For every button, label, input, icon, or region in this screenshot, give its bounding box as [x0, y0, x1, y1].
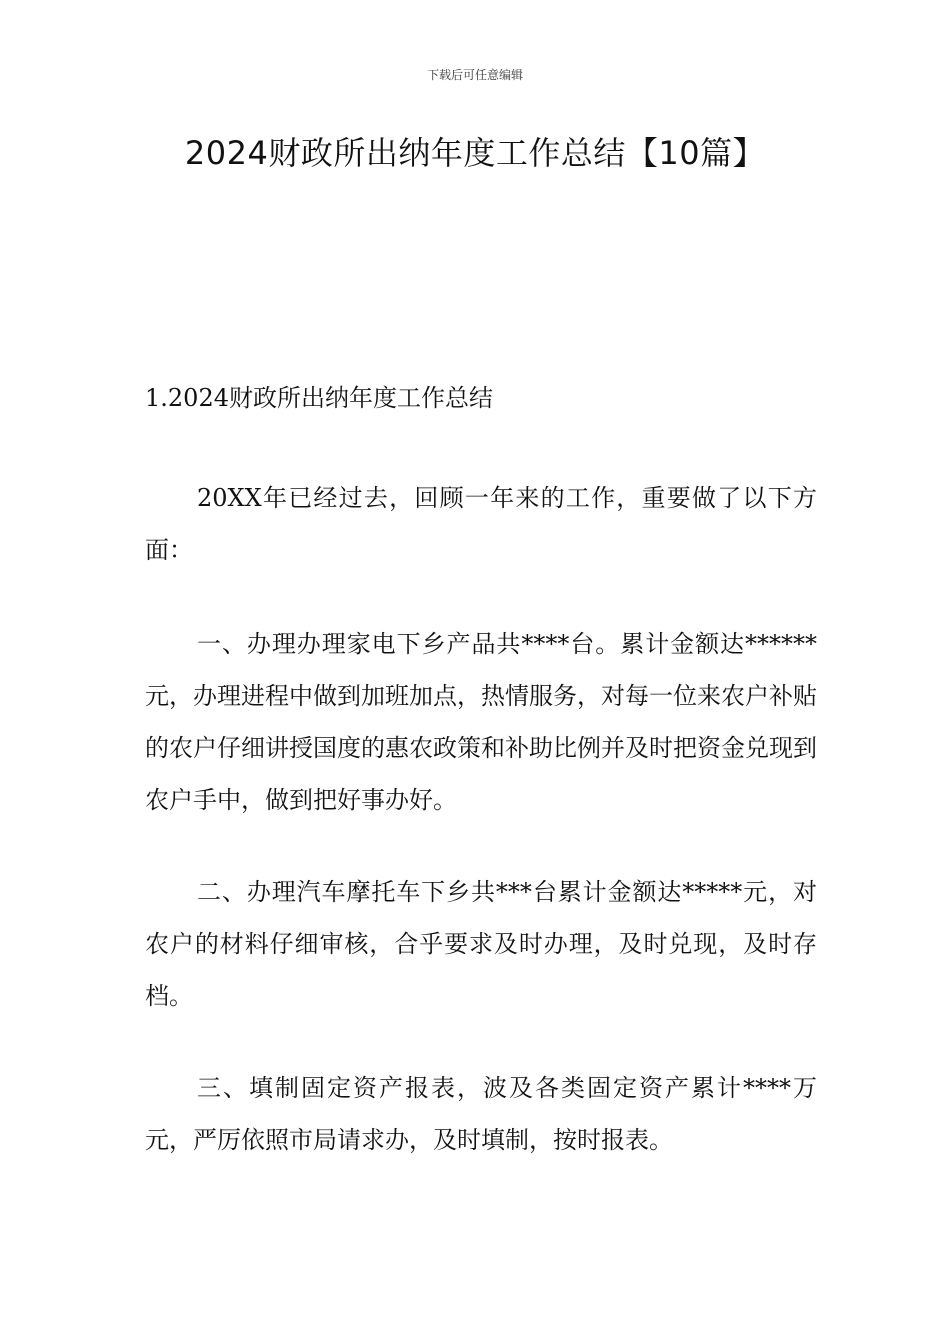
header-note: 下载后可任意编辑: [426, 68, 523, 82]
document-title: 2024财政所出纳年度工作总结【10篇】: [184, 134, 766, 172]
paragraph-item-3: 三、填制固定资产报表，波及各类固定资产累计****万元，严厉依照市局请求办，及时填制，按时报表。: [145, 1074, 817, 1154]
paragraph-intro: 20XX年已经过去，回顾一年来的工作，重要做了以下方面：: [145, 484, 817, 564]
section-heading: 1.2024财政所出纳年度工作总结: [145, 384, 493, 412]
paragraph-item-1: 一、办理办理家电下乡产品共****台。累计金额达******元，办理进程中做到加班加点，热情服务，对每一位来农户补贴的农户仔细讲授国度的惠农政策和补助比例并及时把资金兑现到农户手中，做到把好事办好。: [145, 630, 817, 814]
paragraph-item-2: 二、办理汽车摩托车下乡共***台累计金额达*****元，对农户的材料仔细审核，合乎要求及时办理，及时兑现，及时存档。: [145, 878, 817, 1010]
